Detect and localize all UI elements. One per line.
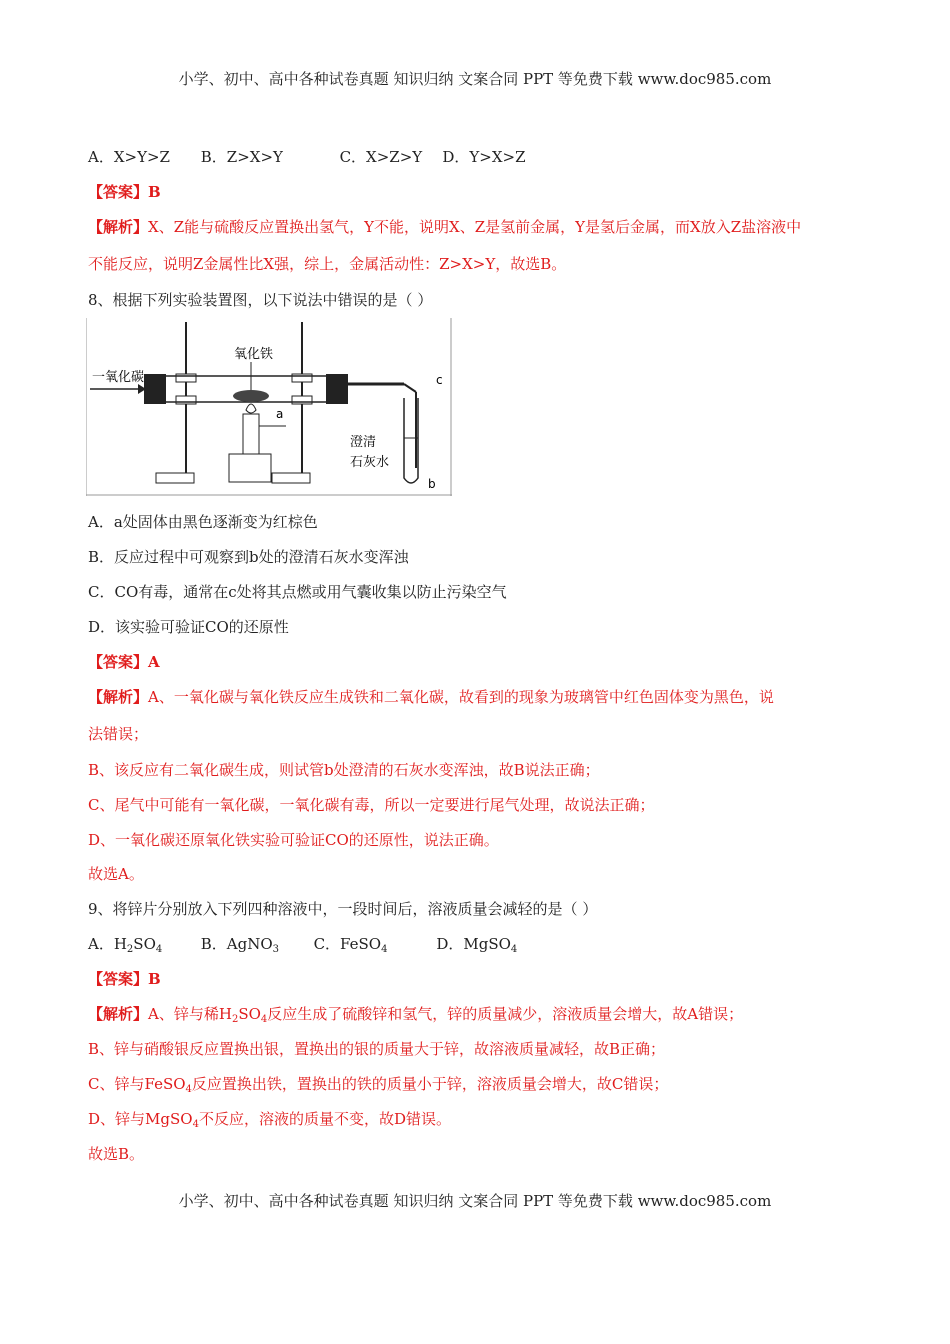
q9-option-c: C．FeSO$_4$: [313, 935, 388, 955]
q8-analysis-line-4: C、尾气中可能有一氧化碳，一氧化碳有毒，所以一定要进行尾气处理，故说法正确；: [88, 796, 655, 814]
label-a: a: [276, 407, 284, 421]
q9-analysis-line-1: 【解析】A、锌与稀$H_2SO_4$反应生成了硫酸锌和氢气，锌的质量减少，溶液质量会增大，故A错误；: [88, 1005, 744, 1025]
q8-option-d: D．该实验可验证CO的还原性: [88, 618, 289, 636]
q8-answer: 【答案】A: [88, 653, 160, 671]
q8-analysis-line-5: D、一氧化碳还原氧化铁实验可验证CO的还原性，说法正确。: [88, 831, 499, 849]
q9-stem: 9、将锌片分别放入下列四种溶液中，一段时间后，溶液质量会减轻的是（ ）: [88, 900, 598, 918]
q9-analysis-line-3: C、锌与FeSO$_4$反应置换出铁，置换出的铁的质量小于锌，溶液质量会增大，故C错误；: [88, 1075, 669, 1095]
q7-analysis-line-2: 不能反应，说明Z金属性比X强，综上，金属活动性：Z>X>Y，故选B。: [88, 255, 567, 273]
q7-option-c: C．X>Z>Y: [339, 148, 423, 166]
q9-option-a: A．$H_2SO_4$: [88, 935, 163, 955]
page-footer: 小学、初中、高中各种试卷真题 知识归纳 文案合同 PPT 等免费下载 www.doc985.com: [178, 1192, 772, 1210]
q7-analysis-label: 【解析】: [88, 218, 149, 236]
q9-answer: 【答案】B: [88, 970, 161, 988]
q8-analysis-line-2: 法错误；: [88, 725, 149, 743]
q8-analysis-text-1: A、一氧化碳与氧化铁反应生成铁和二氧化碳，故看到的现象为玻璃管中红色固体变为黑色，说: [148, 688, 774, 706]
q9-analysis-line-2: B、锌与硝酸银反应置换出银，置换出的银的质量大于锌，故溶液质量减轻，故B正确；: [88, 1040, 666, 1058]
label-inlet: 一氧化碳: [92, 370, 145, 385]
q8-analysis-line-1: [88, 687, 774, 707]
q9-analysis-line-4: D、锌与MgSO$_4$不反应，溶液的质量不变，故D错误。: [88, 1110, 451, 1130]
label-limewater-2: 石灰水: [350, 455, 390, 470]
label-b: b: [428, 477, 436, 491]
q7-analysis-text-1: X、Z能与硫酸反应置换出氢气，Y不能，说明X、Z是氢前金属，Y是氢后金属，而X放入Z盐溶液中: [148, 218, 802, 236]
q7-option-b: B．Z>X>Y: [200, 148, 283, 166]
q9-options: [88, 934, 517, 960]
q8-option-b: B．反应过程中可观察到b处的澄清石灰水变浑浊: [88, 548, 409, 566]
q8-option-c: C．CO有毒，通常在c处将其点燃或用气囊收集以防止污染空气: [88, 583, 507, 601]
q8-analysis-label: 【解析】: [88, 688, 149, 706]
q7-answer: 【答案】B: [88, 183, 161, 201]
label-c: c: [436, 373, 443, 387]
co-reduction-apparatus-figure: [86, 318, 452, 496]
label-limewater-1: 澄清: [350, 435, 377, 450]
q9-conclusion: 故选B。: [88, 1145, 145, 1163]
q7-analysis-line-1: [88, 217, 801, 237]
q8-option-a: A．a处固体由黑色逐渐变为红棕色: [88, 513, 318, 531]
q9-option-d: D．MgSO$_4$: [436, 935, 518, 955]
q7-option-d: D．Y>X>Z: [442, 148, 526, 166]
q8-conclusion: 故选A。: [88, 865, 144, 883]
page-header: 小学、初中、高中各种试卷真题 知识归纳 文案合同 PPT 等免费下载 www.doc985.com: [178, 70, 772, 88]
q8-analysis-line-3: B、该反应有二氧化碳生成，则试管b处澄清的石灰水变浑浊，故B说法正确；: [88, 761, 600, 779]
q9-analysis-label: 【解析】: [88, 1005, 149, 1023]
q7-option-a: A．X>Y>Z: [88, 148, 170, 166]
q7-options: [88, 147, 526, 167]
q8-stem: 8、根据下列实验装置图，以下说法中错误的是（ ）: [88, 291, 433, 309]
q9-option-b: B．AgNO$_3$: [200, 935, 280, 955]
label-iron-oxide: 氧化铁: [234, 347, 274, 362]
